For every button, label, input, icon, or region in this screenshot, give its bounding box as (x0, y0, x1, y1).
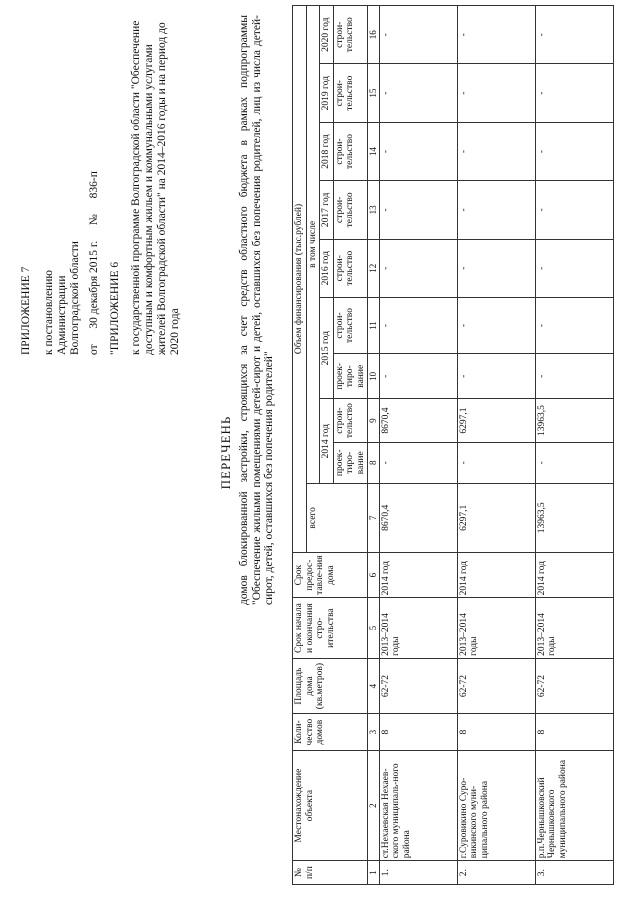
cell-location: ст.Нехаевская Нехаев-ского муниципаль-ного района (379, 751, 457, 861)
cell-d2015: - (379, 354, 457, 399)
header-location: Местонахождение объекта (293, 751, 368, 861)
column-number: 6 (368, 552, 380, 597)
document-description: домов блокированной застройки, строящихся за счет средств областного бюджета в рамках подпрограммы "Обеспечение жилыми помещениями детей-сирот и детей, оставшихся без попечения родителей, лиц из числа детей-сирот, детей, оставшихся без попечения родителей" (238, 15, 275, 605)
cell-c2014: 8670,4 (379, 399, 457, 442)
cell-c2020: - (379, 6, 457, 64)
document-header (20, 15, 182, 355)
header-2016: 2016 год (320, 239, 334, 297)
header-total: всего (306, 483, 368, 552)
cell-c2016: - (457, 239, 535, 297)
cell-count: 8 (379, 714, 457, 751)
column-number: 2 (368, 751, 380, 861)
cell-c2015: - (535, 297, 613, 353)
decree-date-line (88, 15, 101, 355)
column-number: 9 (368, 399, 380, 442)
header-2015: 2015 год (320, 297, 334, 399)
cell-location: г.Суровикино Суро-викинского муни-ципального района (457, 751, 535, 861)
header-construction-2014: строи-тельство (333, 399, 368, 442)
header-line: к постановлению (43, 270, 55, 355)
cell-d2015: - (457, 354, 535, 399)
cell-area: 62-72 (535, 658, 613, 713)
cell-d2014: - (457, 442, 535, 483)
table-row (457, 6, 535, 885)
column-number: 5 (368, 598, 380, 659)
header-2020: 2020 год (320, 6, 334, 64)
column-number: 12 (368, 239, 380, 297)
cell-c2017: - (379, 181, 457, 239)
number-label: № (88, 214, 100, 226)
date-prefix: от (88, 344, 100, 355)
cell-c2019: - (379, 64, 457, 122)
header-area: Площадь дома (кв.метров) (293, 658, 368, 713)
cell-delivery: 2014 год (535, 552, 613, 597)
column-number: 4 (368, 658, 380, 713)
header-construction-2016: строи-тельство (333, 239, 368, 297)
column-number-row (368, 6, 380, 885)
cell-c2016: - (379, 239, 457, 297)
appendix6-label: "ПРИЛОЖЕНИЕ 6 (109, 261, 121, 355)
column-number: 15 (368, 64, 380, 122)
cell-num: 2. (457, 861, 535, 885)
header-line: Волгоградской области (69, 241, 81, 355)
header-2017: 2017 год (320, 181, 334, 239)
cell-count: 8 (535, 714, 613, 751)
header-construction-2018: строи-тельство (333, 122, 368, 180)
cell-c2017: - (457, 181, 535, 239)
cell-d2014: - (379, 442, 457, 483)
cell-total: 8670,4 (379, 483, 457, 552)
header-2014: 2014 год (320, 399, 334, 483)
cell-count: 8 (457, 714, 535, 751)
header-delivery: Срок предос-тавле-ния дома (293, 552, 368, 597)
cell-c2015: - (457, 297, 535, 353)
header-construction-2020: строи-тельство (333, 6, 368, 64)
header-num: № п/п (293, 861, 368, 885)
cell-c2018: - (457, 122, 535, 180)
column-number: 10 (368, 354, 380, 399)
cell-c2014: 6297,1 (457, 399, 535, 442)
column-number: 13 (368, 181, 380, 239)
cell-c2019: - (535, 64, 613, 122)
decree-number: 836-п (88, 171, 100, 199)
cell-c2015: - (379, 297, 457, 353)
header-period: Срок начала и окончания стро-ительства (293, 598, 368, 659)
document-title: ПЕРЕЧЕНЬ (218, 415, 233, 490)
cell-period: 2013–2014 годы (457, 598, 535, 659)
cell-location: р.п.Чернышковский Чернышковского муниципального района (535, 751, 613, 861)
header-construction-2015: строи-тельство (333, 297, 368, 353)
cell-c2019: - (457, 64, 535, 122)
cell-c2018: - (379, 122, 457, 180)
houses-table (292, 5, 614, 885)
table-row (535, 6, 613, 885)
header-including: в том числе (306, 6, 320, 484)
cell-d2014: - (535, 442, 613, 483)
cell-num: 1. (379, 861, 457, 885)
header-design-2014: проек-тиро-вание (333, 442, 368, 483)
cell-num: 3. (535, 861, 613, 885)
cell-area: 62-72 (379, 658, 457, 713)
header-funding: Объем финансирования (тыс.рублей) (293, 6, 307, 553)
column-number: 8 (368, 442, 380, 483)
column-number: 14 (368, 122, 380, 180)
appendix-label: ПРИЛОЖЕНИЕ 7 (20, 266, 32, 355)
header-construction-2019: строи-тельство (333, 64, 368, 122)
header-2018: 2018 год (320, 122, 334, 180)
header-count: Коли-чество домов (293, 714, 368, 751)
header-design-2015: проек-тиро-вание (333, 354, 368, 399)
cell-c2014: 13963,5 (535, 399, 613, 442)
cell-c2016: - (535, 239, 613, 297)
header-2019: 2019 год (320, 64, 334, 122)
cell-c2017: - (535, 181, 613, 239)
cell-area: 62-72 (457, 658, 535, 713)
cell-c2020: - (457, 6, 535, 64)
cell-delivery: 2014 год (457, 552, 535, 597)
cell-period: 2013–2014 годы (379, 598, 457, 659)
column-number: 7 (368, 483, 380, 552)
cell-period: 2013–2014 годы (535, 598, 613, 659)
column-number: 1 (368, 861, 380, 885)
cell-total: 13963,5 (535, 483, 613, 552)
table-row (379, 6, 457, 885)
cell-c2018: - (535, 122, 613, 180)
cell-total: 6297,1 (457, 483, 535, 552)
header-line: Администрации (56, 275, 68, 355)
program-text: к государственной программе Волгоградской области "Обеспечение доступным и комфортным жильем и коммунальными услугами жителей Волгоградской области" на 2014–2016 годы и на период до 2020 года (130, 20, 181, 355)
cell-delivery: 2014 год (379, 552, 457, 597)
column-number: 3 (368, 714, 380, 751)
cell-c2020: - (535, 6, 613, 64)
decree-date: 30 декабря 2015 г. (88, 240, 100, 329)
column-number: 16 (368, 6, 380, 64)
cell-d2015: - (535, 354, 613, 399)
column-number: 11 (368, 297, 380, 353)
header-construction-2017: строи-тельство (333, 181, 368, 239)
